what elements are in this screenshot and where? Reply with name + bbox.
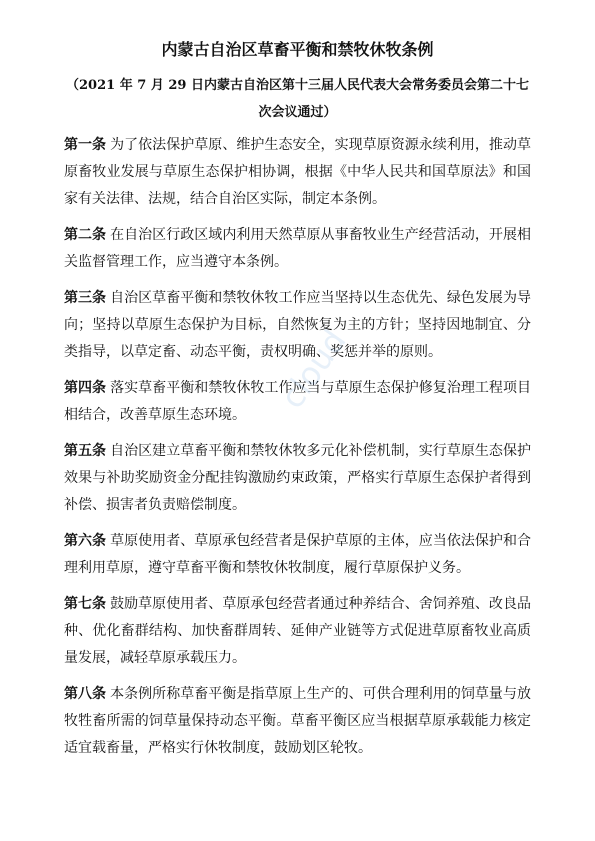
article-text: 自治区草畜平衡和禁牧休牧工作应当坚持以生态优先、绿色发展为导向；坚持以草原生态保护为目标，自然恢复为主的方针；坚持因地制宜、分类指导，以草定畜、动态平衡，责权明确、奖惩并举的原则。 bbox=[64, 290, 531, 360]
article-number: 第八条 bbox=[64, 686, 107, 702]
watermark: cloud bbox=[272, 322, 354, 416]
article-5 bbox=[64, 438, 531, 519]
article-text: 自治区建立草畜平衡和禁牧休牧多元化补偿机制，实行草原生态保护效果与补助奖励资金分配挂钩激励约束政策，严格实行草原生态保护者得到补偿、损害者负责赔偿制度。 bbox=[64, 443, 531, 513]
article-text: 鼓励草原使用者、草原承包经营者通过种养结合、舍饲养殖、改良品种、优化畜群结构、加快畜群周转、延伸产业链等方式促进草原畜牧业高质量发展，减轻草原承载压力。 bbox=[64, 596, 531, 666]
article-text: 为了依法保护草原、维护生态安全，实现草原资源永续利用，推动草原畜牧业发展与草原生态保护相协调，根据《中华人民共和国草原法》和国家有关法律、法规，结合自治区实际，制定本条例。 bbox=[64, 137, 531, 207]
article-number: 第七条 bbox=[64, 596, 107, 612]
article-4 bbox=[64, 375, 531, 429]
article-1 bbox=[64, 132, 531, 213]
article-text: 落实草畜平衡和禁牧休牧工作应当与草原生态保护修复治理工程项目相结合，改善草原生态环境。 bbox=[64, 380, 531, 423]
article-3 bbox=[64, 285, 531, 366]
article-number: 第二条 bbox=[64, 227, 107, 243]
document-subtitle: （2021 年 7 月 29 日内蒙古自治区第十三届人民代表大会常务委员会第二十七次会议通过） bbox=[66, 78, 529, 120]
article-text: 在自治区行政区域内利用天然草原从事畜牧业生产经营活动，开展相关监督管理工作，应当遵守本条例。 bbox=[64, 227, 531, 270]
article-number: 第四条 bbox=[64, 380, 107, 396]
article-number: 第六条 bbox=[64, 533, 107, 549]
article-text: 本条例所称草畜平衡是指草原上生产的、可供合理利用的饲草量与放牧牲畜所需的饲草量保持动态平衡。草畜平衡区应当根据草原承载能力核定适宜载畜量，严格实行休牧制度，鼓励划区轮牧。 bbox=[64, 686, 531, 756]
article-number: 第三条 bbox=[64, 290, 107, 306]
article-6 bbox=[64, 528, 531, 582]
article-8 bbox=[64, 681, 531, 762]
article-2 bbox=[64, 222, 531, 276]
article-text: 草原使用者、草原承包经营者是保护草原的主体，应当依法保护和合理利用草原，遵守草畜平衡和禁牧休牧制度，履行草原保护义务。 bbox=[64, 533, 531, 576]
document-title: 内蒙古自治区草畜平衡和禁牧休牧条例 bbox=[161, 40, 434, 59]
article-7 bbox=[64, 591, 531, 672]
article-number: 第五条 bbox=[64, 443, 107, 459]
article-number: 第一条 bbox=[64, 137, 107, 153]
